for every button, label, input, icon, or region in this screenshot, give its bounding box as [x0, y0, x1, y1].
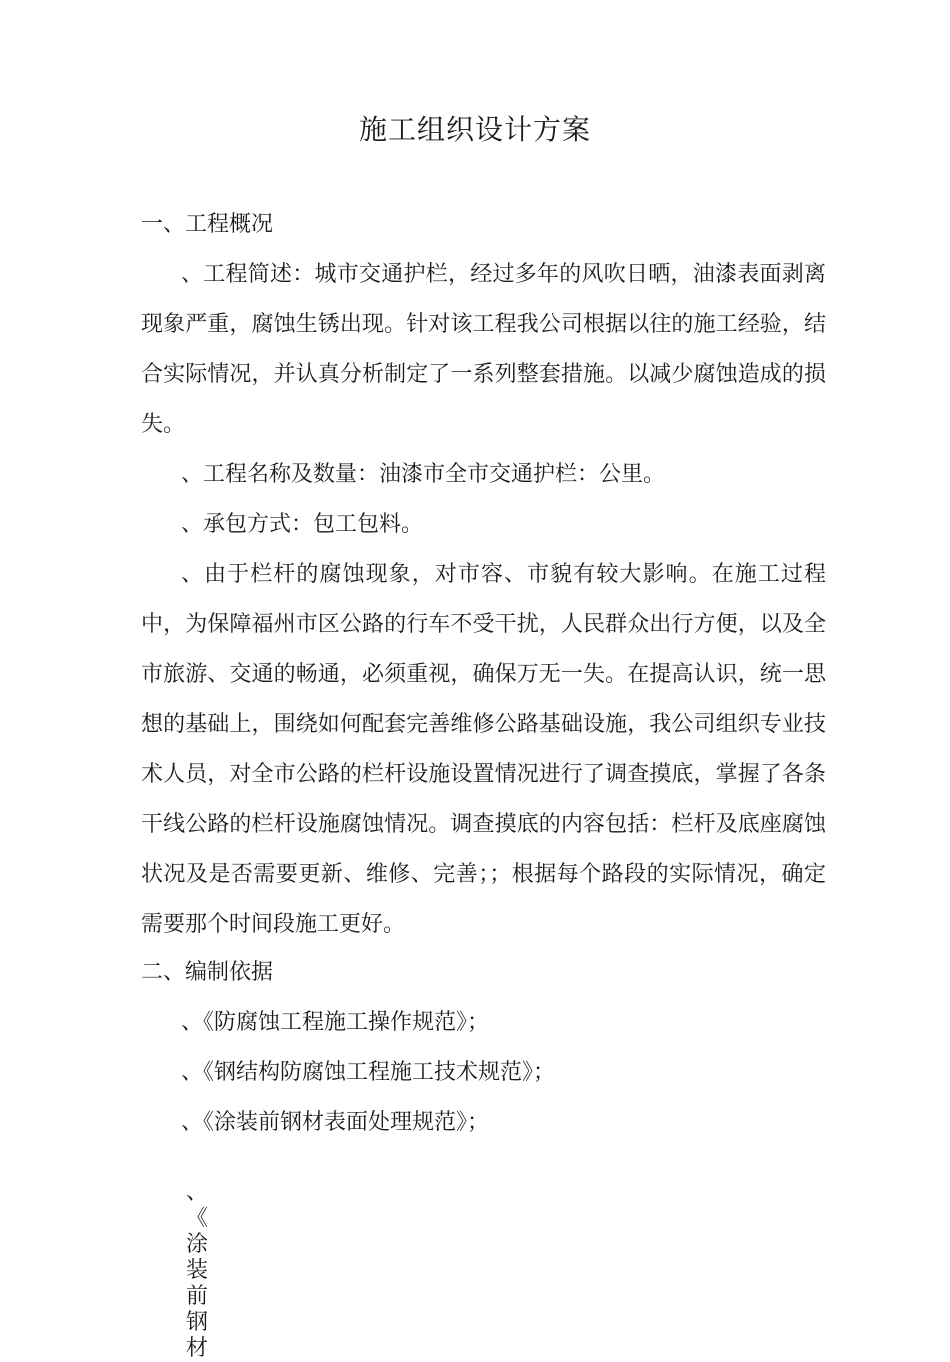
vertical-char: 、 — [185, 1180, 208, 1205]
vertical-char: 装 — [185, 1258, 208, 1283]
section-heading-overview: 一、工程概况 — [141, 212, 274, 237]
vertical-char: 涂 — [185, 1232, 208, 1257]
vertical-char: 《 — [185, 1206, 208, 1231]
vertical-reference-item-4 — [185, 1180, 209, 1362]
paragraph-contract-mode: 、承包方式：包工包料。 — [181, 512, 424, 537]
paragraph-project-name: 、工程名称及数量：油漆市全市交通护栏：公里。 — [181, 462, 666, 487]
vertical-char: 前 — [185, 1284, 208, 1309]
vertical-char: 材 — [185, 1336, 208, 1361]
paragraph-project-summary: 、工程简述：城市交通护栏，经过多年的风吹日晒，油漆表面剥离现象严重，腐蚀生锈出现。针对该工程我公司根据以往的施工经验，结合实际情况，并认真分析制定了一系列整套措施。以减少腐蚀造成的损失。 — [141, 262, 826, 437]
paragraph-background: 、由于栏杆的腐蚀现象，对市容、市貌有较大影响。在施工过程中，为保障福州市区公路的行车不受干扰，人民群众出行方便，以及全市旅游、交通的畅通，必须重视，确保万无一失。在提高认识，统一思想的基础上，围绕如何配套完善维修公路基础设施，我公司组织专业技术人员，对全市公路的栏杆设施设置情况进行了调查摸底，掌握了各条干线公路的栏杆设施腐蚀情况。调查摸底的内容包括：栏杆及底座腐蚀状况及是否需要更新、维修、完善；；根据每个路段的实际情况，确定需要那个时间段施工更好。 — [141, 562, 826, 937]
document-title: 施工组织设计方案 — [358, 113, 591, 146]
reference-item-2: 、《钢结构防腐蚀工程施工技术规范》； — [181, 1060, 556, 1085]
reference-item-1: 、《防腐蚀工程施工操作规范》； — [181, 1010, 490, 1035]
section-heading-basis: 二、编制依据 — [141, 960, 274, 985]
vertical-char: 钢 — [185, 1310, 208, 1335]
reference-item-3: 、《涂装前钢材表面处理规范》； — [181, 1110, 490, 1135]
